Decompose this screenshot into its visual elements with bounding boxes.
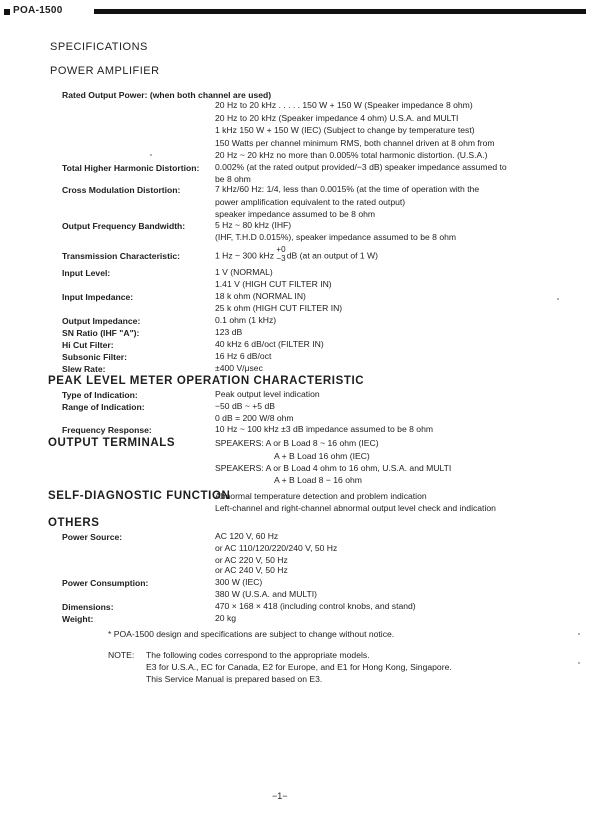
transmission-value <box>215 245 379 263</box>
slew-rate-label: Slew Rate: <box>62 364 106 374</box>
bandwidth-label: Output Frequency Bandwidth: <box>62 221 186 231</box>
rated-output-line: 20 Hz to 20 kHz (Speaker impedance 4 ohm) U.S.A. and MULTI <box>215 113 459 123</box>
cross-mod-label: Cross Modulation Distortion: <box>62 185 181 195</box>
page-title: SPECIFICATIONS <box>50 41 148 53</box>
scan-speck <box>557 298 559 300</box>
note-line: E3 for U.S.A., EC for Canada, E2 for Europe, and E1 for Hong Kong, Singapore. <box>146 662 452 672</box>
terminal-line: A + B Load 8 − 16 ohm <box>274 475 362 485</box>
footnote: * POA-1500 design and specifications are subject to change without notice. <box>108 629 395 639</box>
weight-label: Weight: <box>62 614 94 624</box>
rated-output-label: Rated Output Power: (when both channel are used) <box>62 90 272 100</box>
terminal-line: SPEAKERS: A or B Load 8 ~ 16 ohm (IEC) <box>215 438 379 448</box>
slew-rate-value: ±400 V/μsec <box>215 363 263 373</box>
rated-output-line: 150 Watts per channel minimum RMS, both channel driven at 8 ohm from <box>215 138 495 148</box>
rated-output-line: 20 Hz to 20 kHz . . . . . 150 W + 150 W (Speaker impedance 8 ohm) <box>215 100 473 110</box>
section-output-terminals: OUTPUT TERMINALS <box>48 437 176 449</box>
cross-mod-line: power amplification equivalent to the rated output) <box>215 197 406 207</box>
cross-mod-line: 7 kHz/60 Hz: 1/4, less than 0.0015% (at the time of operation with the <box>215 184 480 194</box>
terminal-line: A + B Load 16 ohm (IEC) <box>274 451 370 461</box>
bandwidth-line: (IHF, T.H.D 0.015%), speaker impedance assumed to be 8 ohm <box>215 232 457 242</box>
note-line: The following codes correspond to the appropriate models. <box>146 650 370 660</box>
hi-cut-value: 40 kHz 6 dB/oct (FILTER IN) <box>215 339 324 349</box>
section-peak-meter: PEAK LEVEL METER OPERATION CHARACTERISTIC <box>48 375 365 387</box>
tolerance-upper: +0 <box>276 245 286 254</box>
input-impedance-label: Input Impedance: <box>62 292 134 302</box>
input-level-line: 1 V (NORMAL) <box>215 267 273 277</box>
thd-line: be 8 ohm <box>215 174 251 184</box>
thd-label: Total Higher Harmonic Distortion: <box>62 163 200 173</box>
output-impedance-value: 0.1 ohm (1 kHz) <box>215 315 277 325</box>
model-name: POA-1500 <box>13 5 63 16</box>
hi-cut-label: Hi Cut Filter: <box>62 340 114 350</box>
input-impedance-line: 25 k ohm (HIGH CUT FILTER IN) <box>215 303 343 313</box>
indication-range-line: 0 dB = 200 W/8 ohm <box>215 413 294 423</box>
page-header <box>4 6 586 18</box>
cross-mod-line: speaker impedance assumed to be 8 ohm <box>215 209 376 219</box>
rated-output-line: 20 Hz ~ 20 kHz no more than 0.005% total harmonic distortion. (U.S.A.) <box>215 150 488 160</box>
power-source-label: Power Source: <box>62 532 123 542</box>
page-number: −1− <box>272 791 288 801</box>
transmission-range: 1 Hz ~ 300 kHz <box>215 250 274 261</box>
bandwidth-line: 5 Hz ~ 80 kHz (IHF) <box>215 220 292 230</box>
dimensions-value: 470 × 168 × 418 (including control knobs, and stand) <box>215 601 416 611</box>
subsonic-value: 16 Hz 6 dB/oct <box>215 351 272 361</box>
sn-ratio-label: SN Ratio (IHF "A"): <box>62 328 140 338</box>
scan-speck <box>578 662 580 664</box>
subsonic-label: Subsonic Filter: <box>62 352 127 362</box>
note-line: This Service Manual is prepared based on E3. <box>146 674 323 684</box>
power-consumption-label: Power Consumption: <box>62 578 149 588</box>
transmission-label: Transmission Characteristic: <box>62 251 180 261</box>
tolerance-lower: −3 <box>276 254 286 263</box>
section-self-diagnostic: SELF-DIAGNOSTIC FUNCTION <box>48 490 231 502</box>
header-square-mark <box>4 9 10 15</box>
weight-value: 20 kg <box>215 613 237 623</box>
self-diag-line: Left-channel and right-channel abnormal output level check and indication <box>215 503 496 513</box>
input-level-line: 1.41 V (HIGH CUT FILTER IN) <box>215 279 332 289</box>
sn-ratio-value: 123 dB <box>215 327 243 337</box>
terminal-line: SPEAKERS: A or B Load 4 ohm to 16 ohm, U.S.A. and MULTI <box>215 463 452 473</box>
transmission-suffix: dB (at an output of 1 W) <box>286 250 379 261</box>
section-power-amplifier: POWER AMPLIFIER <box>50 65 160 77</box>
power-consumption-line: 380 W (U.S.A. and MULTI) <box>215 589 318 599</box>
frequency-response-label: Frequency Response: <box>62 425 152 435</box>
input-impedance-line: 18 k ohm (NORMAL IN) <box>215 291 306 301</box>
scan-speck <box>578 633 580 635</box>
indication-range-line: −50 dB ~ +5 dB <box>215 401 275 411</box>
transmission-tolerance <box>276 245 286 263</box>
self-diag-line: Abnormal temperature detection and problem indication <box>215 491 427 501</box>
note-label: NOTE: <box>108 650 135 660</box>
output-impedance-label: Output Impedance: <box>62 316 141 326</box>
scan-speck <box>150 154 152 156</box>
power-source-line: or AC 240 V, 50 Hz <box>215 565 288 575</box>
section-others: OTHERS <box>48 517 100 529</box>
thd-line: 0.002% (at the rated output provided/−3 dB) speaker impedance assumed to <box>215 162 507 172</box>
indication-type-value: Peak output level indication <box>215 389 320 399</box>
power-source-line: or AC 220 V, 50 Hz <box>215 555 288 565</box>
input-level-label: Input Level: <box>62 268 111 278</box>
dimensions-label: Dimensions: <box>62 602 114 612</box>
header-rule <box>94 9 586 14</box>
power-consumption-line: 300 W (IEC) <box>215 577 263 587</box>
rated-output-line: 1 kHz 150 W + 150 W (IEC) (Subject to change by temperature test) <box>215 125 475 135</box>
indication-type-label: Type of Indication: <box>62 390 138 400</box>
power-source-line: AC 120 V, 60 Hz <box>215 531 279 541</box>
indication-range-label: Range of Indication: <box>62 402 145 412</box>
power-source-line: or AC 110/120/220/240 V, 50 Hz <box>215 543 338 553</box>
frequency-response-value: 10 Hz ~ 100 kHz ±3 dB impedance assumed to be 8 ohm <box>215 424 434 434</box>
